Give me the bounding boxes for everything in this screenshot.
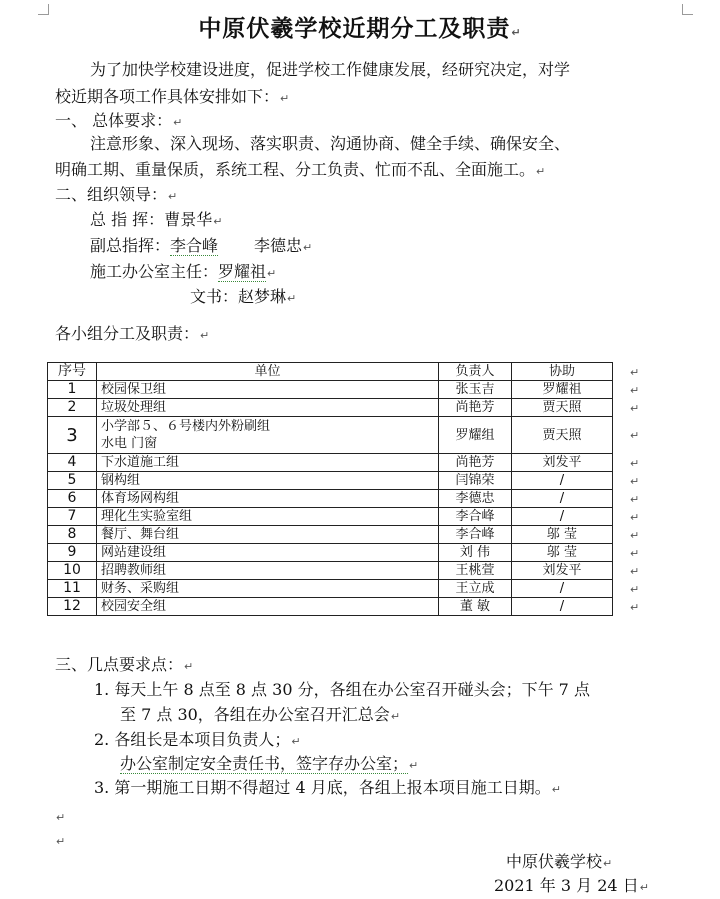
paragraph-mark-icon: ↵ [639, 881, 649, 894]
paragraph-mark-icon: ↵ [200, 329, 210, 342]
signature-date-text: 2021 年 3 月 24 日 [494, 876, 639, 895]
section1-text-2: 明确工期、重量保质，系统工程、分工负责、忙而不乱、全面施工。 [55, 160, 536, 179]
requirement-2-text-2: 办公室制定安全责任书，签字存办公室； [120, 754, 409, 773]
cell-no: 9 [48, 544, 97, 562]
vice-name-2: 李德忠 [254, 236, 303, 255]
cell-help: 刘发平 [512, 454, 613, 472]
paragraph-mark-icon: ↵ [409, 759, 419, 772]
cell-unit: 网站建设组 [97, 544, 439, 562]
signature-org [506, 852, 612, 874]
requirement-1-text-1: 1. 每天上午 8 点至 8 点 30 分，各组在办公室召开碰头会；下午 7 点 [94, 680, 590, 699]
section1-text-1: 注意形象、深入现场、落实职责、沟通协商、健全手续、确保安全、 [90, 134, 571, 153]
row-end-mark-icon: ↵ [630, 457, 640, 470]
section3-heading-text: 三、几点要求点： [55, 655, 184, 674]
paragraph-mark-icon: ↵ [303, 241, 313, 254]
cell-head: 李合峰 [439, 508, 512, 526]
table-row [48, 381, 613, 399]
row-end-mark-icon: ↵ [630, 402, 640, 415]
requirement-1-line-2 [120, 705, 400, 727]
empty-paragraph-1 [55, 806, 65, 828]
row-end-mark-icon: ↵ [630, 366, 640, 379]
section1-line-2 [55, 160, 545, 182]
title-text: 中原伏羲学校近期分工及职责 [198, 16, 511, 42]
paragraph-mark-icon: ↵ [280, 92, 290, 105]
office-name: 罗耀祖 [218, 262, 267, 281]
table-row [48, 598, 613, 616]
office-label: 施工办公室主任： [90, 262, 219, 281]
cell-head: 闫锦荣 [439, 472, 512, 490]
cell-unit: 下水道施工组 [97, 454, 439, 472]
cell-head: 王桃萱 [439, 562, 512, 580]
cell-head: 张玉吉 [439, 381, 512, 399]
cell-help: 邬 莹 [512, 526, 613, 544]
paragraph-mark-icon: ↵ [390, 710, 401, 723]
cell-help: 邬 莹 [512, 544, 613, 562]
cell-unit-line-1: 小学部５、６号楼内外粉刷组 [101, 419, 271, 434]
paragraph-mark-icon: ↵ [56, 835, 66, 848]
cell-no: 12 [48, 598, 97, 616]
section2-heading-text: 二、组织领导： [55, 185, 168, 204]
section1-heading [55, 111, 182, 133]
requirement-2-line-2 [120, 754, 418, 776]
table-header-row [48, 363, 613, 381]
cell-no: 3 [48, 417, 97, 454]
cell-no: 11 [48, 580, 97, 598]
row-end-mark-icon: ↵ [630, 583, 640, 596]
paragraph-mark-icon: ↵ [184, 660, 194, 673]
cell-no: 1 [48, 381, 97, 399]
cell-head: 刘 伟 [439, 544, 512, 562]
cell-help: / [512, 508, 613, 526]
table-row [48, 544, 613, 562]
row-end-mark-icon: ↵ [630, 529, 640, 542]
requirement-2-text-1: 2. 各组长是本项目负责人； [94, 730, 291, 749]
paragraph-mark-icon: ↵ [511, 26, 522, 39]
paragraph-mark-icon: ↵ [168, 190, 178, 203]
table-row [48, 580, 613, 598]
cell-unit-line-2: 水电 门窗 [101, 436, 158, 451]
table-row [48, 417, 613, 454]
row-end-mark-icon: ↵ [630, 565, 640, 578]
cell-help: / [512, 472, 613, 490]
paragraph-mark-icon: ↵ [267, 267, 277, 280]
secretary-name: 赵梦琳 [238, 287, 287, 306]
cell-no: 5 [48, 472, 97, 490]
header-head: 负责人 [439, 363, 512, 381]
cell-unit [97, 417, 439, 454]
section2-heading [55, 185, 177, 207]
secretary-line [190, 287, 296, 309]
cell-unit: 理化生实验室组 [97, 508, 439, 526]
table-row [48, 472, 613, 490]
paragraph-mark-icon: ↵ [213, 215, 223, 228]
requirement-3-line [94, 778, 561, 800]
cell-help: / [512, 598, 613, 616]
header-unit: 单位 [97, 363, 439, 381]
office-director-line [90, 262, 276, 284]
header-help: 协助 [512, 363, 613, 381]
assignment-table [47, 362, 613, 616]
cell-unit: 招聘教师组 [97, 562, 439, 580]
requirement-2-line-1 [94, 730, 301, 752]
row-end-mark-icon: ↵ [630, 384, 640, 397]
cell-help: / [512, 490, 613, 508]
cell-no: 2 [48, 399, 97, 417]
cell-unit: 财务、采购组 [97, 580, 439, 598]
cell-head: 李合峰 [439, 526, 512, 544]
vice-label: 副总指挥： [90, 236, 171, 255]
table-row [48, 490, 613, 508]
cell-help: / [512, 580, 613, 598]
cell-head: 罗耀组 [439, 417, 512, 454]
cell-unit: 钢构组 [97, 472, 439, 490]
section1-line-1 [90, 134, 570, 154]
table-heading-text: 各小组分工及职责： [55, 324, 200, 343]
cell-head: 尚艳芳 [439, 399, 512, 417]
cell-no: 6 [48, 490, 97, 508]
row-end-mark-icon: ↵ [630, 511, 640, 524]
cell-head: 王立成 [439, 580, 512, 598]
cell-help: 罗耀祖 [512, 381, 613, 399]
empty-paragraph-2 [55, 830, 65, 852]
cell-unit: 校园安全组 [97, 598, 439, 616]
cell-unit: 餐厅、舞台组 [97, 526, 439, 544]
commander-label: 总 指 挥： [90, 210, 165, 229]
cell-no: 7 [48, 508, 97, 526]
cell-unit: 垃圾处理组 [97, 399, 439, 417]
table-row [48, 508, 613, 526]
cell-no: 8 [48, 526, 97, 544]
cell-head: 董 敏 [439, 598, 512, 616]
paragraph-mark-icon: ↵ [173, 116, 183, 129]
row-end-mark-icon: ↵ [630, 429, 640, 442]
table-row [48, 399, 613, 417]
signature-org-text: 中原伏羲学校 [506, 852, 603, 871]
requirement-3-text: 3. 第一期施工日期不得超过 4 月底，各组上报本项目施工日期。 [94, 778, 551, 797]
cell-help: 贾天照 [512, 417, 613, 454]
table-row [48, 526, 613, 544]
row-end-mark-icon: ↵ [630, 601, 640, 614]
document-title [0, 10, 720, 43]
intro-text-2: 校近期各项工作具体安排如下： [55, 87, 280, 106]
paragraph-mark-icon: ↵ [551, 783, 561, 796]
row-end-mark-icon: ↵ [630, 475, 640, 488]
header-no: 序号 [48, 363, 97, 381]
section3-heading [55, 655, 193, 677]
paragraph-mark-icon: ↵ [287, 292, 297, 305]
cell-no: 10 [48, 562, 97, 580]
section1-heading-text: 一、 总体要求： [55, 111, 173, 130]
row-end-mark-icon: ↵ [630, 547, 640, 560]
commander-line [90, 210, 222, 232]
commander-name: 曹景华 [164, 210, 213, 229]
intro-line-2 [55, 87, 289, 109]
cell-head: 李德忠 [439, 490, 512, 508]
cell-no: 4 [48, 454, 97, 472]
table-row [48, 454, 613, 472]
requirement-1-line-1 [94, 680, 590, 700]
cell-unit: 校园保卫组 [97, 381, 439, 399]
secretary-label: 文书： [190, 287, 239, 306]
paragraph-mark-icon: ↵ [291, 735, 301, 748]
table-row [48, 562, 613, 580]
requirement-1-text-2: 至 7 点 30，各组在办公室召开汇总会 [120, 705, 390, 724]
table-heading [55, 324, 209, 346]
paragraph-mark-icon: ↵ [536, 165, 546, 178]
cell-help: 刘发平 [512, 562, 613, 580]
paragraph-mark-icon: ↵ [603, 857, 613, 870]
paragraph-mark-icon: ↵ [56, 811, 66, 824]
cell-head: 尚艳芳 [439, 454, 512, 472]
row-end-mark-icon: ↵ [630, 493, 640, 506]
cell-help: 贾天照 [512, 399, 613, 417]
signature-date [494, 876, 649, 898]
intro-line-1 [90, 60, 570, 80]
cell-unit: 体育场网构组 [97, 490, 439, 508]
vice-commander-line [90, 236, 312, 258]
intro-text-1: 为了加快学校建设进度，促进学校工作健康发展，经研究决定，对学 [90, 60, 571, 79]
vice-name-1: 李合峰 [170, 236, 219, 255]
